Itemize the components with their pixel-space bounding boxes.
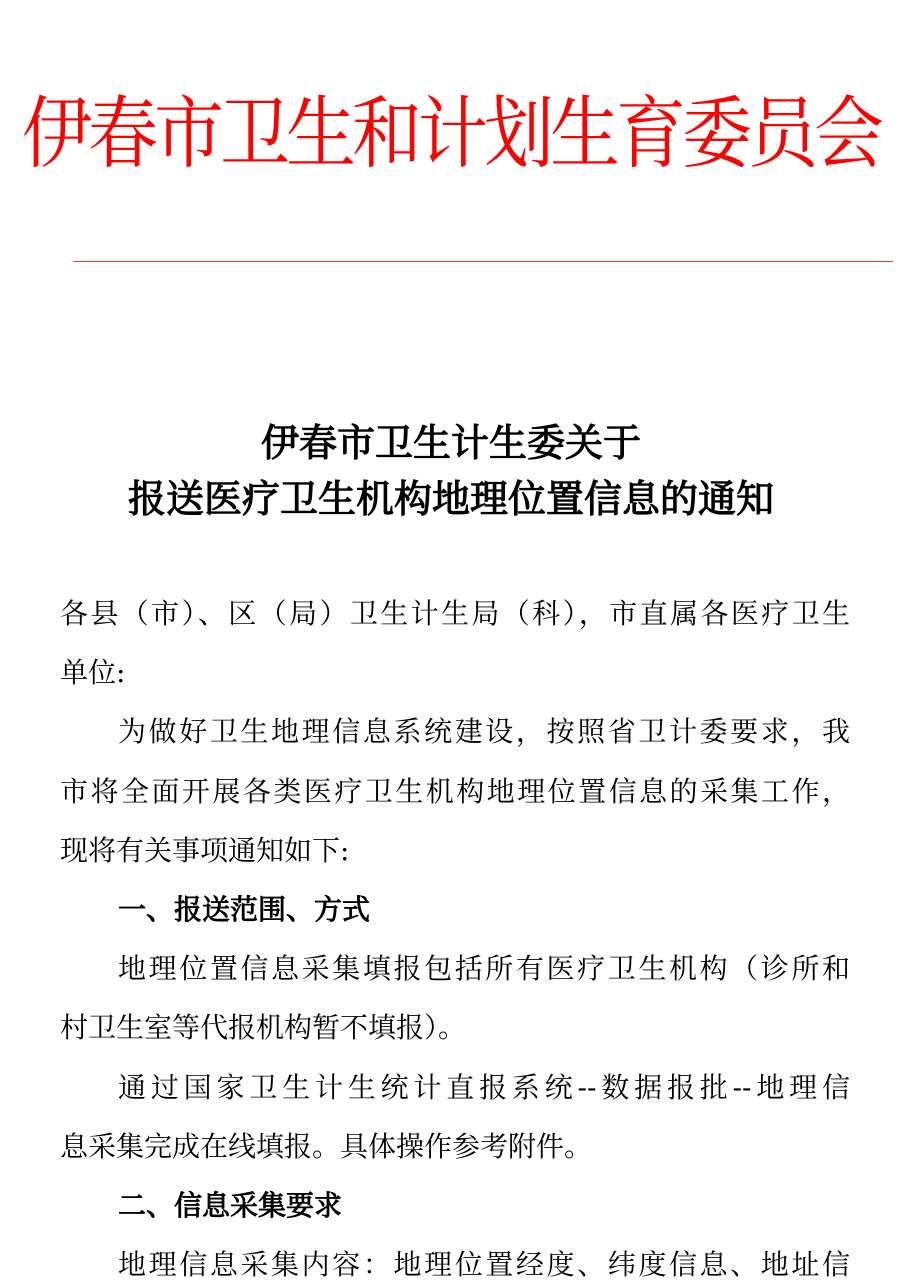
masthead-title: 伊春市卫生和计划生育委员会 xyxy=(22,87,880,180)
notice-title-line-2: 报送医疗卫生机构地理位置信息的通知 xyxy=(127,476,774,521)
section-2-para-1-line-1: 地理信息采集内容：地理位置经度、纬度信息、地址信 xyxy=(118,1248,850,1281)
section-1-para-2-line-2: 息采集完成在线填报。具体操作参考附件。 xyxy=(60,1130,593,1163)
section-1-para-1-line-2: 村卫生室等代报机构暂不填报）。 xyxy=(60,1011,467,1044)
intro-line-1: 为做好卫生地理信息系统建设，按照省卫计委要求，我 xyxy=(118,715,850,748)
section-1-para-2-line-1: 通过国家卫生计生统计直报系统--数据报批--地理信 xyxy=(118,1071,850,1104)
notice-title-line-1: 伊春市卫生计生委关于 xyxy=(260,420,641,465)
intro-line-2: 市将全面开展各类医疗卫生机构地理位置信息的采集工作， xyxy=(60,775,850,808)
section-1-para-1-line-1: 地理位置信息采集填报包括所有医疗卫生机构（诊所和 xyxy=(118,952,850,985)
salutation-line-1: 各县（市）、区（局）卫生计生局（科），市直属各医疗卫生 xyxy=(60,597,850,630)
salutation-line-2: 单位: xyxy=(60,656,126,689)
section-2-heading: 二、信息采集要求 xyxy=(118,1189,343,1222)
masthead-divider xyxy=(73,261,893,262)
section-1-heading: 一、报送范围、方式 xyxy=(118,893,371,926)
intro-line-3: 现将有关事项通知如下: xyxy=(60,834,350,867)
